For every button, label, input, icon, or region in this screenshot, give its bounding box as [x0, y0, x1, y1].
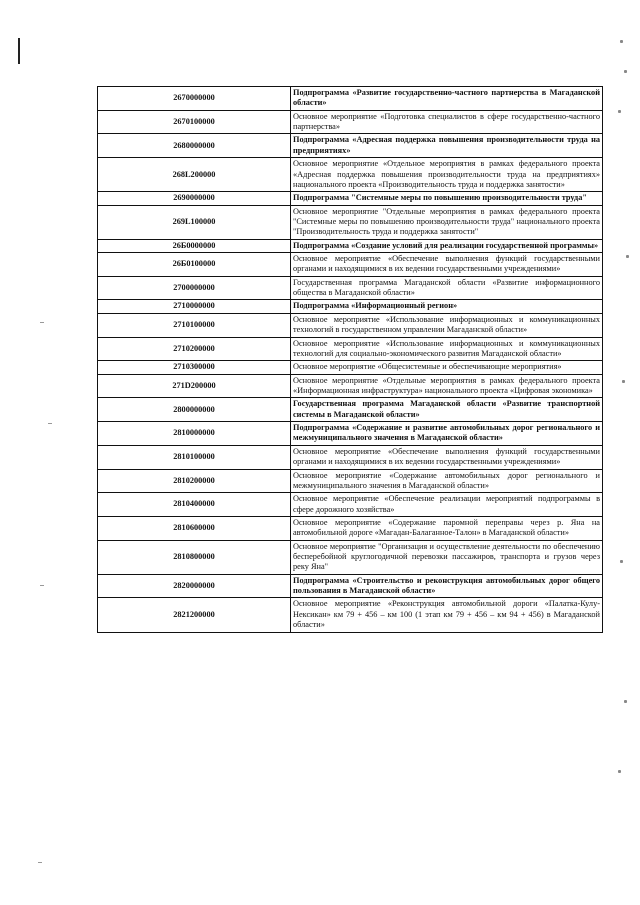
budget-codes-table	[97, 86, 603, 633]
program-code-cell: 2670100000	[98, 110, 291, 134]
program-code-cell: 2810600000	[98, 516, 291, 540]
scan-speck	[40, 585, 44, 586]
program-code-cell: 26Б0100000	[98, 253, 291, 277]
program-description-cell: Основное мероприятие «Общесистемные и обеспечивающие мероприятия»	[291, 361, 603, 374]
program-code-cell: 2810800000	[98, 540, 291, 574]
scan-speck	[40, 322, 44, 323]
program-description-cell: Подпрограмма «Строительство и реконструкция автомобильных дорог общего пользования в Магаданской области»	[291, 574, 603, 598]
program-code-cell: 2810400000	[98, 493, 291, 517]
program-code-cell: 2670000000	[98, 87, 291, 111]
program-code-cell: 2800000000	[98, 398, 291, 422]
program-code-cell: 26Б0000000	[98, 239, 291, 252]
table-row	[98, 134, 603, 158]
program-description-cell: Основное мероприятие «Использование информационных и коммуникационных технологий в государственном управлении Магаданской области»	[291, 313, 603, 337]
program-code-cell: 2710300000	[98, 361, 291, 374]
program-description-cell: Основное мероприятие «Содержание автомобильных дорог регионального и межмуниципального значения в Магаданской области»	[291, 469, 603, 493]
program-code-cell: 2680000000	[98, 134, 291, 158]
table-row	[98, 276, 603, 300]
table-row	[98, 574, 603, 598]
program-code-cell: 268L200000	[98, 158, 291, 192]
table-row	[98, 313, 603, 337]
program-description-cell: Основное мероприятие «Отдельное мероприятия в рамках федерального проекта «Адресная поддержка повышения производительности труда на предприятиях» национального проекта «Производительность труда и поддержка занятости»	[291, 158, 603, 192]
scan-edge-mark	[18, 38, 20, 64]
table-row	[98, 493, 603, 517]
table-row	[98, 540, 603, 574]
table-row	[98, 516, 603, 540]
program-description-cell: Основное мероприятие «Подготовка специалистов в сфере государственно-частного партнерства»	[291, 110, 603, 134]
program-description-cell: Подпрограмма «Развитие государственно-частного партнерства в Магаданской области»	[291, 87, 603, 111]
program-description-cell: Государственная программа Магаданской области «Развитие транспортной системы в Магаданской области»	[291, 398, 603, 422]
table-row	[98, 239, 603, 252]
program-code-cell: 2710200000	[98, 337, 291, 361]
program-description-cell: Подпрограмма «Содержание и развитие автомобильных дорог регионального и межмуниципального значения в Магаданской области»	[291, 422, 603, 446]
program-description-cell: Подпрограмма «Адресная поддержка повышения производительности труда на предприятиях»	[291, 134, 603, 158]
scan-speck	[38, 862, 42, 863]
program-code-cell: 2810000000	[98, 422, 291, 446]
program-description-cell: Основное мероприятие "Отдельные мероприятия в рамках федерального проекта "Системные меры по повышению производительности труда" национального проекта "Производительность труда и поддержка занятости"	[291, 205, 603, 239]
program-description-cell: Основное мероприятие «Реконструкция автомобильной дороги «Палатка-Кулу-Нексикан» км 79 + 456 – км 100 (1 этап км 79 + 456 – км 94 + 456) в Магаданской области»	[291, 598, 603, 632]
table-row	[98, 192, 603, 205]
program-code-cell: 2700000000	[98, 276, 291, 300]
table-row	[98, 361, 603, 374]
program-description-cell: Основное мероприятие «Использование информационных и коммуникационных технологий для социально-экономического развития Магаданской области»	[291, 337, 603, 361]
program-description-cell: Основное мероприятие «Содержание паромной переправы через р. Яна на автомобильной дороге «Магадан-Балаганное-Талон» в Магаданской области»	[291, 516, 603, 540]
program-code-cell: 2821200000	[98, 598, 291, 632]
table-row	[98, 469, 603, 493]
table-row	[98, 398, 603, 422]
table-row	[98, 374, 603, 398]
table-row	[98, 422, 603, 446]
program-code-cell: 269L100000	[98, 205, 291, 239]
table-row	[98, 598, 603, 632]
table-row	[98, 110, 603, 134]
program-code-cell: 2810200000	[98, 469, 291, 493]
program-description-cell: Основное мероприятие «Обеспечение выполнения функций государственными органами и находящимися в их ведении государственными учреждениями»	[291, 253, 603, 277]
program-description-cell: Основное мероприятие «Обеспечение реализации мероприятий подпрограммы в сфере дорожного хозяйства»	[291, 493, 603, 517]
table-row	[98, 337, 603, 361]
program-code-cell: 2690000000	[98, 192, 291, 205]
table-row	[98, 205, 603, 239]
table-row	[98, 253, 603, 277]
program-code-cell: 2810100000	[98, 445, 291, 469]
scan-speck	[48, 423, 52, 424]
program-description-cell: Подпрограмма "Системные меры по повышению производительности труда"	[291, 192, 603, 205]
table-row	[98, 445, 603, 469]
table-body	[98, 87, 603, 633]
program-code-cell: 271D200000	[98, 374, 291, 398]
table-row	[98, 158, 603, 192]
program-description-cell: Основное мероприятие «Отдельные мероприятия в рамках федерального проекта «Информационная инфраструктура» национального проекта «Цифровая экономика»	[291, 374, 603, 398]
table-row	[98, 87, 603, 111]
program-description-cell: Государственная программа Магаданской области «Развитие информационного общества в Магаданской области»	[291, 276, 603, 300]
program-description-cell: Основное мероприятие "Организация и осуществление деятельности по обеспечению бесперебойной круглогодичной перевозки пассажиров, транспорта и грузов через реку Яна"	[291, 540, 603, 574]
table-row	[98, 300, 603, 313]
program-description-cell: Основное мероприятие «Обеспечение выполнения функций государственными органами и находящимися в их ведении государственными учреждениями»	[291, 445, 603, 469]
program-description-cell: Подпрограмма «Создание условий для реализации государственной программы»	[291, 239, 603, 252]
program-code-cell: 2710000000	[98, 300, 291, 313]
program-code-cell: 2820000000	[98, 574, 291, 598]
program-description-cell: Подпрограмма «Информационный регион»	[291, 300, 603, 313]
program-code-cell: 2710100000	[98, 313, 291, 337]
